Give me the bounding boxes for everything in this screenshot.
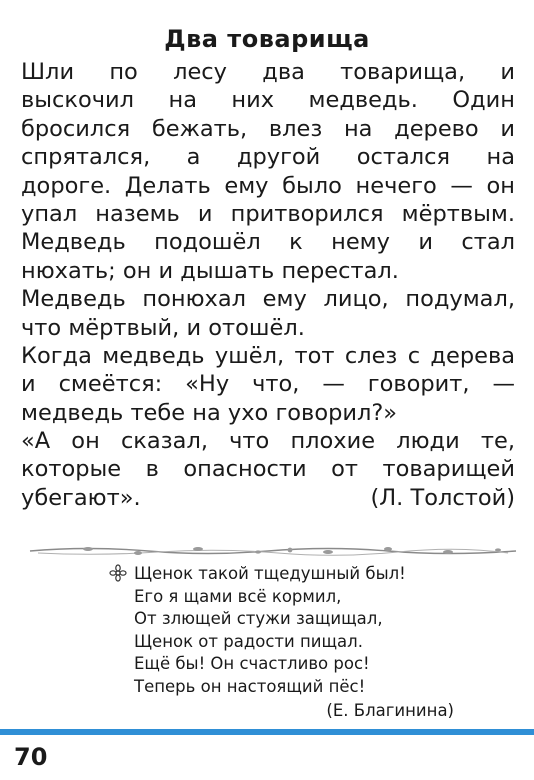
decorative-divider <box>28 540 518 562</box>
poem <box>108 563 468 723</box>
story-line: и смеётся: «Ну что, — говорит, — <box>21 371 515 398</box>
poem-line-text: Теперь он настоящий пёс! <box>134 676 366 696</box>
poem-line <box>108 563 468 586</box>
poem-line-text: Щенок от радости пищал. <box>134 631 363 651</box>
poem-line <box>108 586 468 609</box>
flower-icon <box>108 564 128 582</box>
poem-line-text: От злющей стужи защищал, <box>134 609 383 628</box>
poem-line-text: Щенок такой тщедушный был! <box>134 564 406 583</box>
story-line: Когда медведь ушёл, тот слез с дерева <box>21 342 515 369</box>
story-line: выскочил на них медведь. Один <box>21 87 515 114</box>
story-line: Медведь подошёл к нему и стал <box>21 229 515 256</box>
story-line: дороге. Делать ему было нечего — он <box>21 172 515 199</box>
story-text <box>21 58 515 512</box>
story-line: упал наземь и притворился мёртвым. <box>21 200 515 227</box>
story-line: что мёртвый, и отошёл. <box>21 314 305 341</box>
story-line: «А он сказал, что плохие люди те, <box>21 428 515 455</box>
story-line: бросился бежать, влез на дерево и <box>21 115 515 142</box>
story-line: спрятался, а другой остался на <box>21 144 515 171</box>
story-author: (Л. Толстой) <box>370 484 515 511</box>
story-line: которые в опасности от товарищей <box>21 456 515 483</box>
poem-line <box>108 676 468 699</box>
poem-line <box>108 653 468 676</box>
poem-author: (Е. Благинина) <box>326 701 454 720</box>
story-title: Два товарища <box>164 25 370 53</box>
story-line: Медведь понюхал ему лицо, подумал, <box>21 286 515 313</box>
page-number: 70 <box>14 743 48 771</box>
page-footer-bar <box>0 729 534 735</box>
poem-line-text: Его я щами всё кормил, <box>134 586 342 606</box>
story-line: нюхать; он и дышать перестал. <box>21 257 399 284</box>
story-line: медведь тебе на ухо говорил?» <box>21 399 398 426</box>
poem-line <box>108 631 468 654</box>
poem-line <box>108 608 468 631</box>
poem-line-text: Ещё бы! Он счастливо рос! <box>134 654 370 673</box>
story-line: Шли по лесу два товарища, и <box>21 59 515 85</box>
story-line: убегают». <box>21 484 141 511</box>
story-last-line <box>21 484 515 512</box>
